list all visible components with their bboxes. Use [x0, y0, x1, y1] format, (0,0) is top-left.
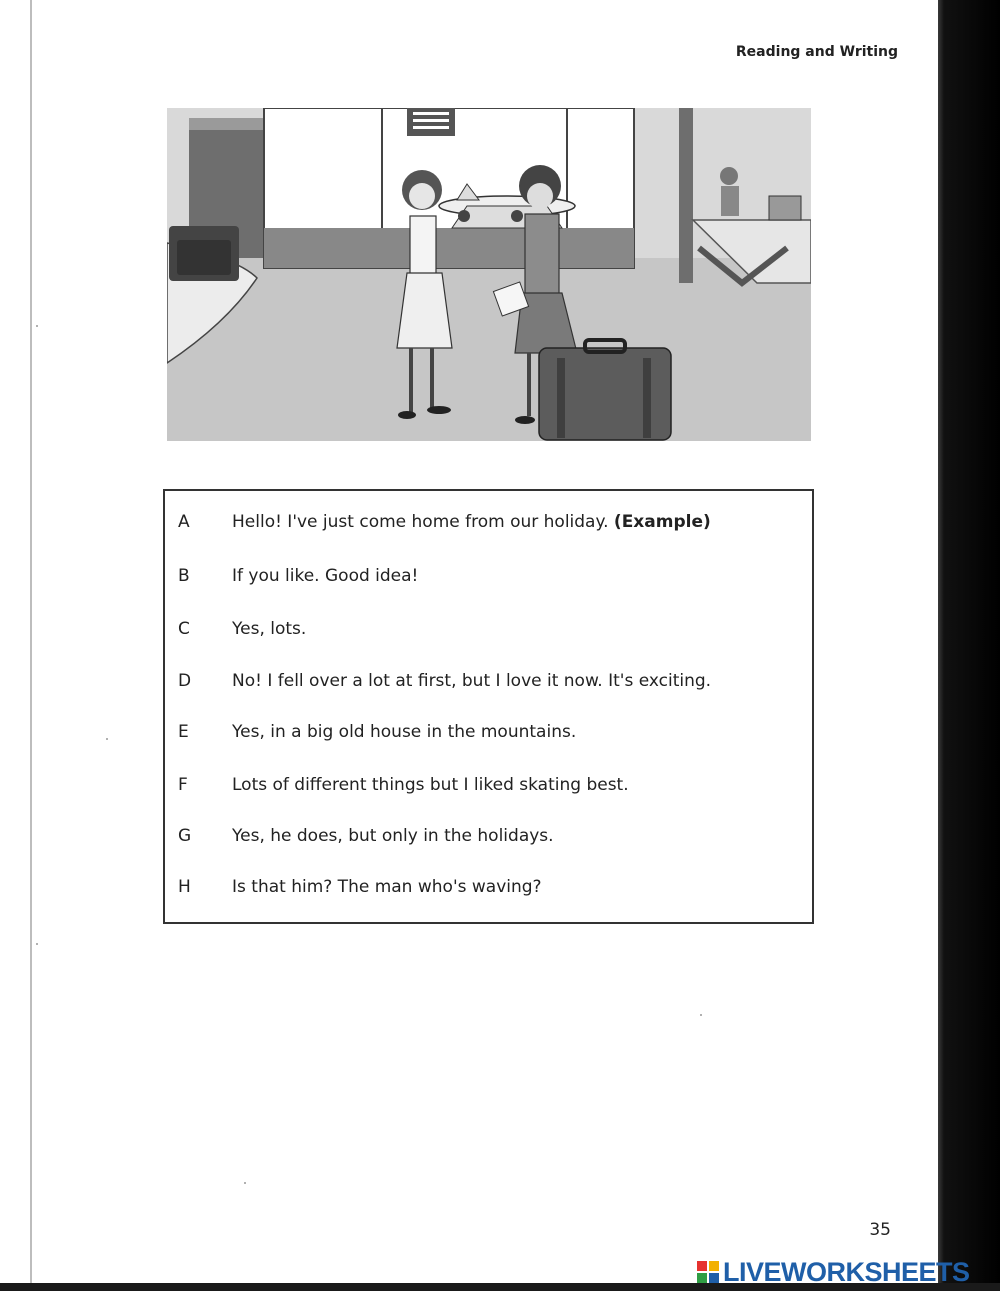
liveworksheets-logo[interactable] [697, 1257, 970, 1287]
airport-illustration [167, 108, 811, 441]
option-text: If you like. Good idea! [232, 566, 419, 586]
option-text: Yes, lots. [232, 619, 307, 639]
scan-shadow [938, 0, 1000, 1291]
option-letter: D [178, 671, 192, 691]
option-text: Lots of different things but I liked skating best. [232, 775, 629, 795]
dialogue-options-box [163, 489, 814, 924]
option-letter: F [178, 775, 188, 795]
page-number: 35 [869, 1220, 891, 1240]
option-letter: C [178, 619, 190, 639]
option-text: No! I fell over a lot at first, but I love it now. It's exciting. [232, 671, 712, 691]
scan-speck [106, 738, 108, 740]
example-tag: (Example) [613, 512, 711, 532]
scan-speck [700, 1014, 702, 1016]
option-text: Hello! I've just come home from our holiday. (Example) [232, 512, 711, 532]
option-letter: E [178, 722, 189, 742]
scan-speck [36, 325, 38, 327]
option-letter: B [178, 566, 190, 586]
option-text: Yes, in a big old house in the mountains. [232, 722, 577, 742]
section-title: Reading and Writing [735, 44, 898, 60]
option-letter: G [178, 826, 192, 846]
grid-logo-icon [697, 1261, 719, 1283]
option-text: Is that him? The man who's waving? [232, 877, 542, 897]
scan-speck [36, 943, 38, 945]
option-letter: H [178, 877, 191, 897]
page-edge [30, 0, 32, 1291]
brand-name: LIVEWORKSHEETS [723, 1256, 970, 1287]
option-letter: A [178, 512, 190, 532]
option-text: Yes, he does, but only in the holidays. [232, 826, 554, 846]
scan-speck [244, 1182, 246, 1184]
